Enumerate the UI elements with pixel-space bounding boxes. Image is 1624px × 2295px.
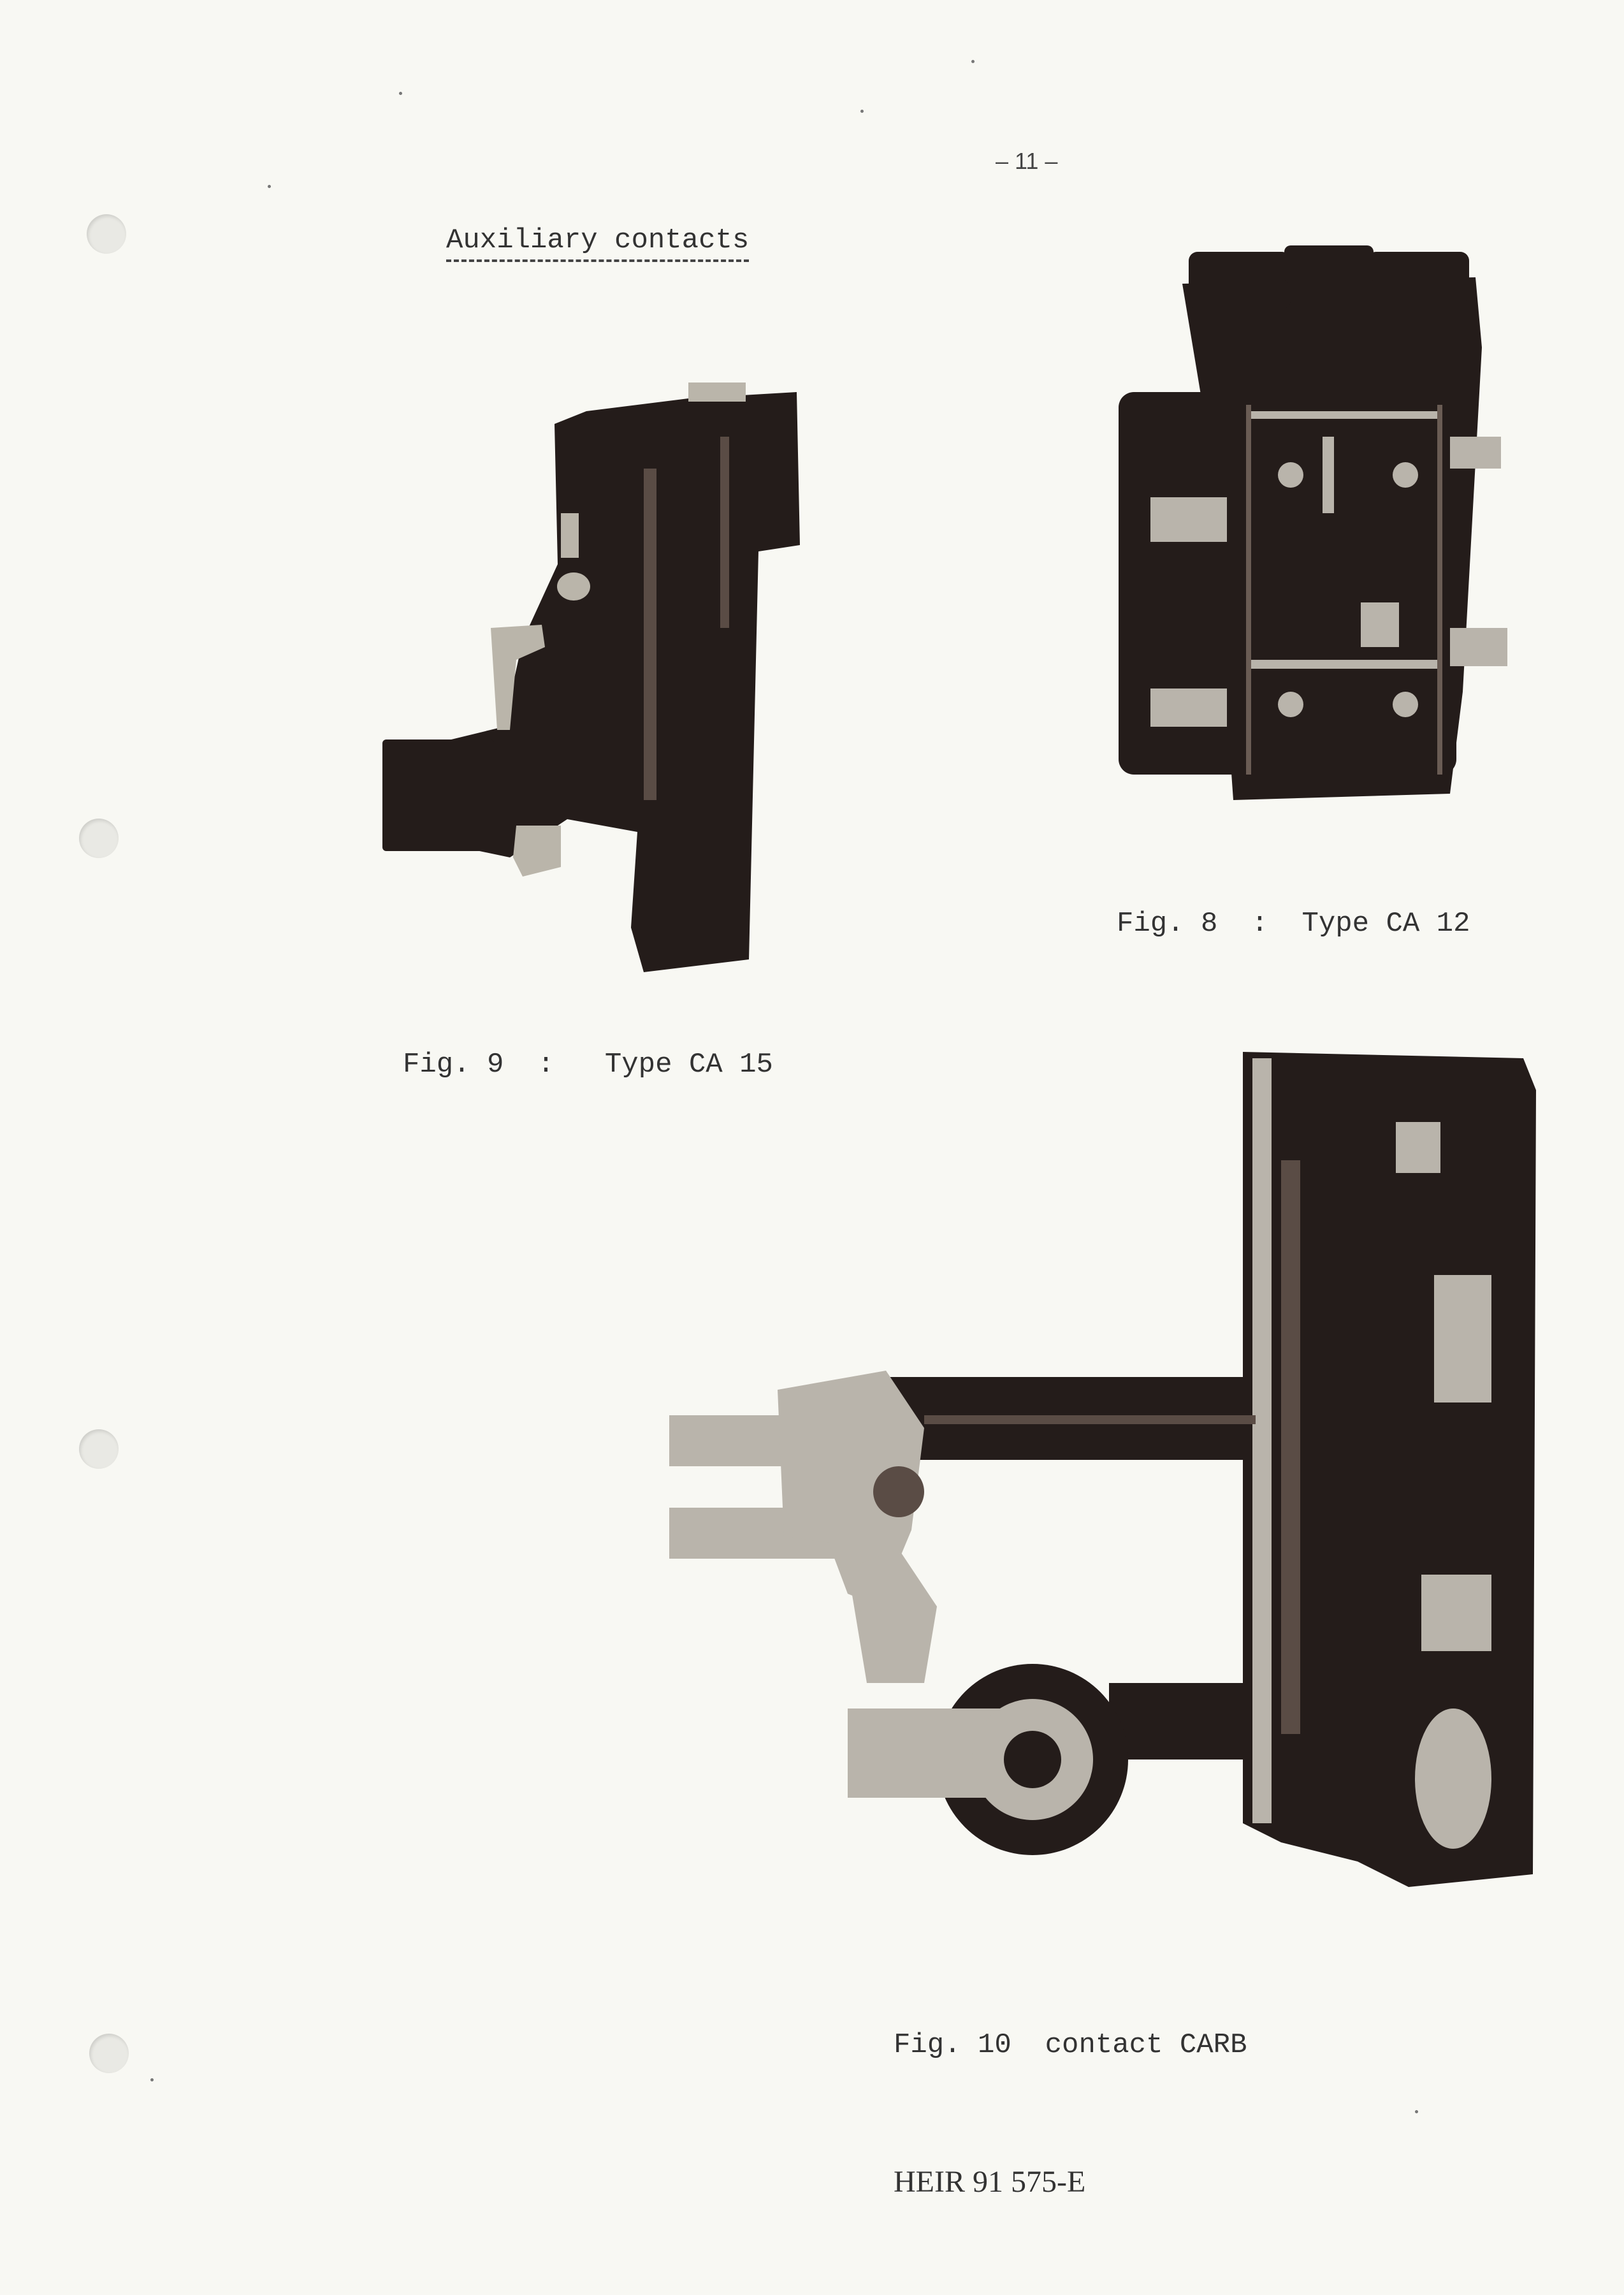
- section-heading: Auxiliary contacts: [446, 224, 749, 262]
- fig10-photo-contact-carb: [656, 1046, 1549, 1893]
- fig8-photo-type-ca12: [1119, 245, 1514, 806]
- punch-hole-lower-middle: [79, 1429, 119, 1469]
- punch-hole-top: [87, 214, 126, 254]
- fig8-caption: Fig. 8 : Type CA 12: [1117, 908, 1470, 940]
- fig10-caption: Fig. 10 contact CARB: [894, 2029, 1247, 2061]
- document-number: HEIR 91 575-E: [894, 2165, 1086, 2199]
- page-number: – 11 –: [996, 148, 1058, 174]
- punch-hole-bottom: [89, 2034, 129, 2073]
- fig9-photo-type-ca15: [376, 373, 822, 972]
- punch-hole-upper-middle: [79, 819, 119, 858]
- fig9-caption: Fig. 9 : Type CA 15: [403, 1049, 773, 1081]
